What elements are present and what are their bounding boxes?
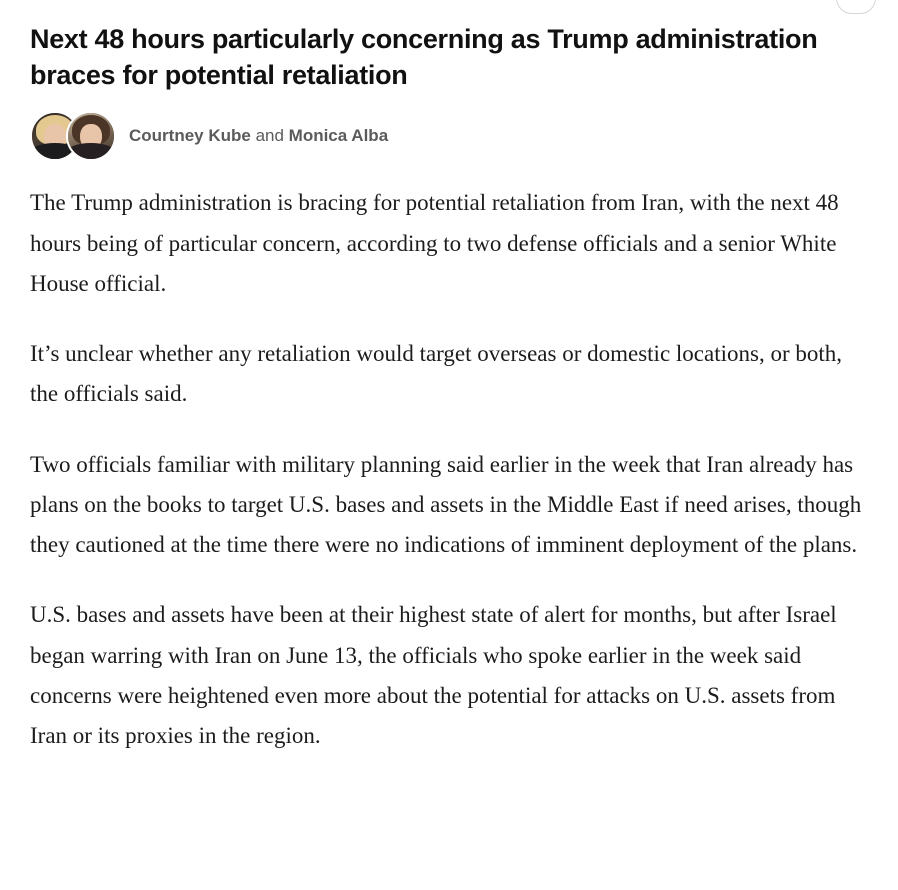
- article-paragraph: Two officials familiar with military planning said earlier in the week that Iran already has plans on the books to target U.S. bases and assets in the Middle East if need arises, though they cautioned at the time there were no indications of imminent deployment of the plans.: [30, 451, 862, 557]
- byline: [30, 111, 868, 161]
- byline-author-primary[interactable]: Courtney Kube: [129, 126, 251, 146]
- byline-conjunction: and: [250, 126, 289, 146]
- monica-alba-avatar[interactable]: [66, 111, 116, 161]
- article-paragraph: The Trump administration is bracing for potential retaliation from Iran, with the next 48 hours being of particular concern, according to two defense officials and a senior White House official.: [30, 190, 839, 296]
- avatar-group: [30, 111, 116, 161]
- floating-action-pill[interactable]: [836, 0, 876, 14]
- article-paragraph: U.S. bases and assets have been at their highest state of alert for months, but after Israel began warring with Iran on June 13, the officials who spoke earlier in the week said concerns were heightened even more about the potential for attacks on U.S. assets from Iran or its proxies in the region.: [30, 602, 837, 748]
- byline-author-secondary[interactable]: Monica Alba: [288, 126, 389, 146]
- byline-text: [129, 126, 388, 146]
- page-title: Next 48 hours particularly concerning as Trump administration braces for potential retaliation: [30, 24, 818, 90]
- article-body: [30, 183, 868, 756]
- avatar-shoulders: [68, 143, 114, 159]
- article-paragraph: It’s unclear whether any retaliation would target overseas or domestic locations, or both, the officials said.: [30, 341, 842, 407]
